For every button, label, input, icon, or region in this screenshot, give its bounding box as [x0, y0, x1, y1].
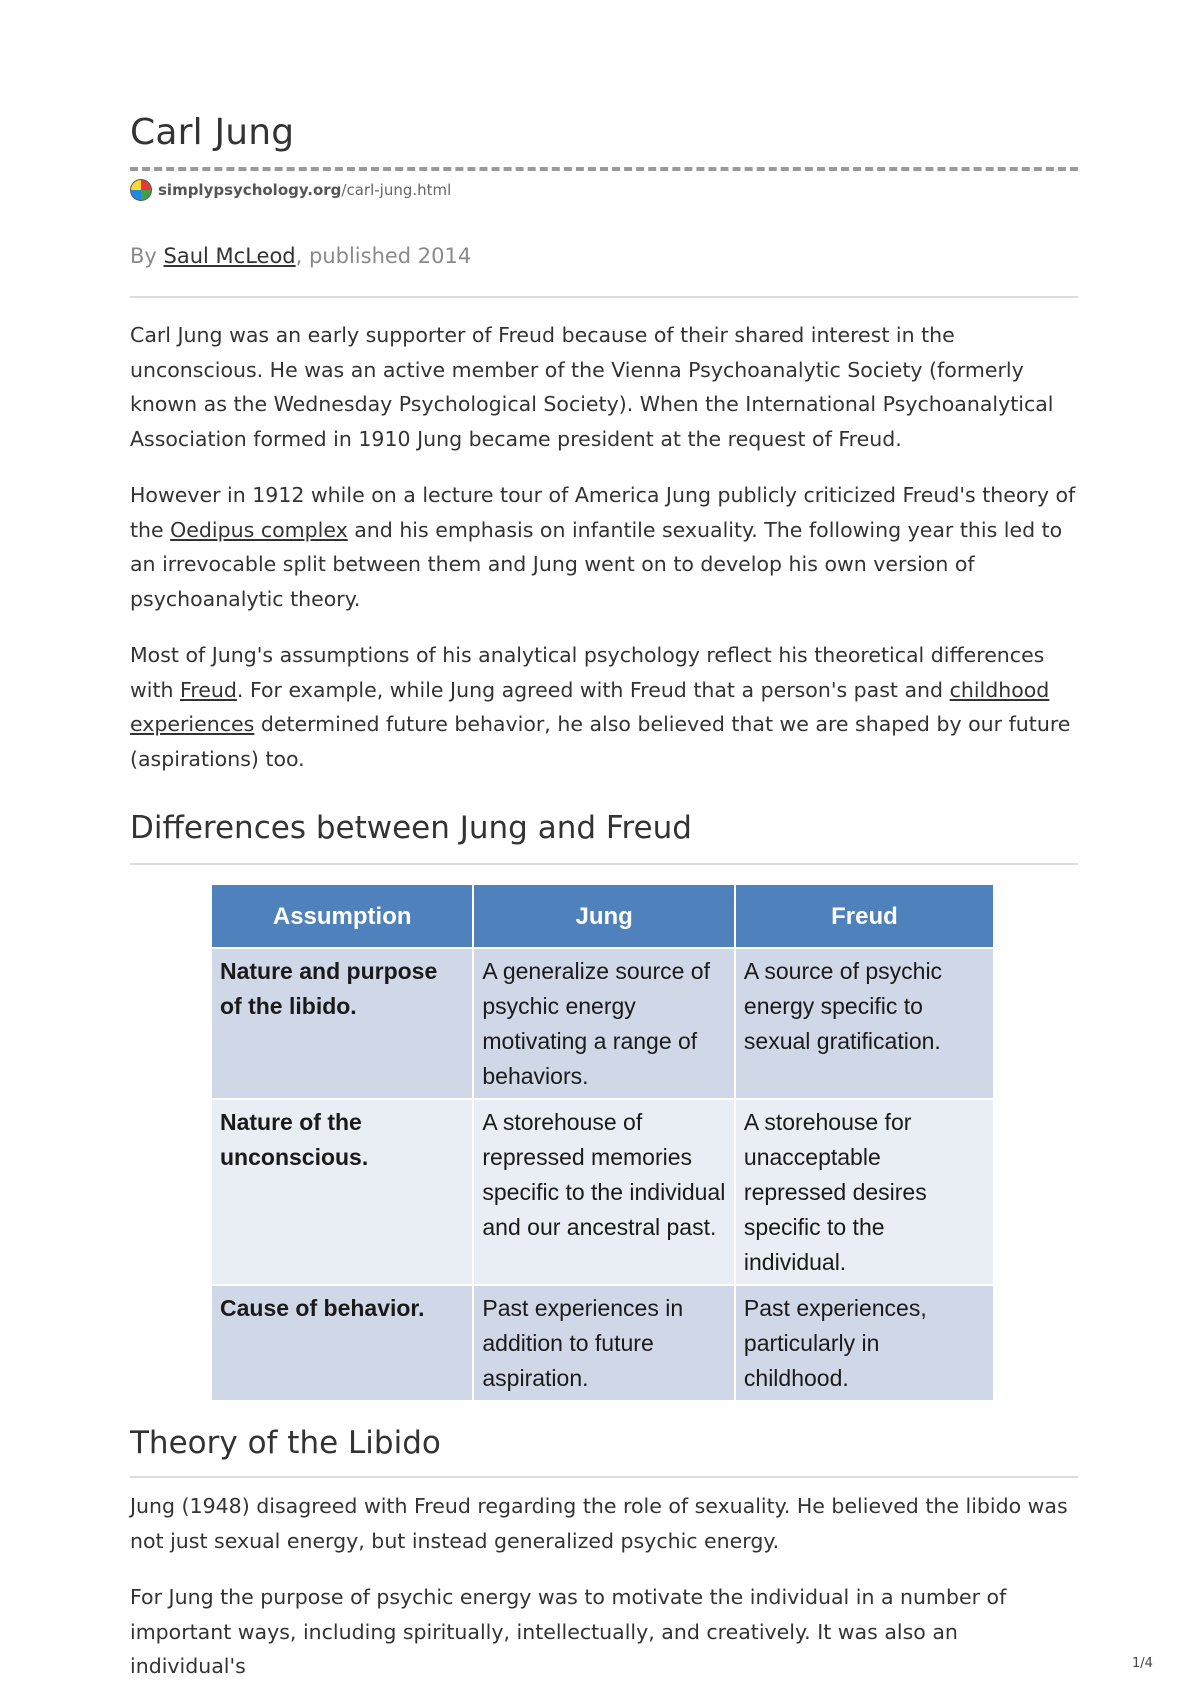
paragraph-assumptions [130, 638, 1078, 776]
differences-table [212, 885, 995, 1400]
byline-divider [130, 296, 1078, 298]
paragraph-psychic-energy: For Jung the purpose of psychic energy was to motivate the individual in a number of important ways, including spiritually, intellectually, and creatively. It was also an individual's [130, 1585, 1007, 1678]
table-cell-jung: Past experiences in addition to future aspiration. [473, 1285, 735, 1400]
table-row [212, 948, 994, 1099]
freud-link[interactable]: Freud [180, 677, 237, 702]
table-header-assumption: Assumption [212, 885, 473, 948]
heading-libido-divider [130, 1476, 1078, 1478]
paragraph-intro: Carl Jung was an early supporter of Freud because of their shared interest in the unconscious. He was an active member of the Vienna Psychoanalytic Society (formerly known as the Wednesday Psychological Society). When the International Psychoanalytical Association formed in 1910 Jung became president at the request of Freud. [130, 323, 1054, 451]
author-link[interactable]: Saul McLeod [163, 244, 296, 268]
table-cell-freud: A storehouse for unacceptable repressed desires specific to the individual. [735, 1099, 994, 1285]
byline [130, 244, 471, 268]
table-header-freud: Freud [735, 885, 994, 948]
site-favicon-icon [130, 179, 152, 201]
title-divider [130, 167, 1078, 171]
table-cell-assumption: Nature of the unconscious. [212, 1099, 473, 1285]
heading-differences: Differences between Jung and Freud [130, 810, 692, 846]
source-path: /carl-jung.html [341, 181, 452, 199]
table-row [212, 1099, 994, 1285]
page-title: Carl Jung [130, 112, 295, 153]
source-domain: simplypsychology.org [158, 181, 342, 199]
paragraph-split-text-a: However in 1912 while on a lecture tour of America Jung publicly criticized Freud's theory of the [130, 483, 1076, 542]
table-cell-jung: A generalize source of psychic energy motivating a range of behaviors. [473, 948, 735, 1099]
paragraph-split [130, 478, 1078, 616]
table-cell-assumption: Cause of behavior. [212, 1285, 473, 1400]
table-cell-assumption: Nature and purpose of the libido. [212, 948, 473, 1099]
heading-differences-divider [130, 863, 1078, 865]
table-cell-freud: A source of psychic energy specific to sexual gratification. [735, 948, 994, 1099]
heading-libido: Theory of the Libido [130, 1425, 441, 1461]
source-url[interactable] [130, 178, 451, 202]
paragraph-libido: Jung (1948) disagreed with Freud regarding the role of sexuality. He believed the libido was not just sexual energy, but instead generalized psychic energy. [130, 1494, 1068, 1553]
table-header-jung: Jung [473, 885, 735, 948]
childhood-experiences-link[interactable]: childhood experiences [130, 677, 1050, 736]
oedipus-complex-link[interactable]: Oedipus complex [170, 517, 348, 542]
table-row [212, 1285, 994, 1400]
table-cell-jung: A storehouse of repressed memories specific to the individual and our ancestral past. [473, 1099, 735, 1285]
paragraph-assumptions-text-a: Most of Jung's assumptions of his analytical psychology reflect his theoretical differences with [130, 643, 1045, 702]
byline-date: , published 2014 [295, 244, 472, 268]
byline-prefix: By [130, 244, 164, 268]
table-header-row [212, 885, 994, 948]
page-number: 1/4 [1132, 1656, 1153, 1671]
paragraph-assumptions-text-b: . For example, while Jung agreed with Freud that a person's past and [236, 677, 950, 702]
paragraph-split-text-b: and his emphasis on infantile sexuality. The following year this led to an irrevocable split between them and Jung went on to develop his own version of psychoanalytic theory. [130, 517, 1063, 611]
paragraph-assumptions-text-c: determined future behavior, he also believed that we are shaped by our future (aspirations) too. [130, 712, 1071, 771]
table-cell-freud: Past experiences, particularly in childhood. [735, 1285, 994, 1400]
